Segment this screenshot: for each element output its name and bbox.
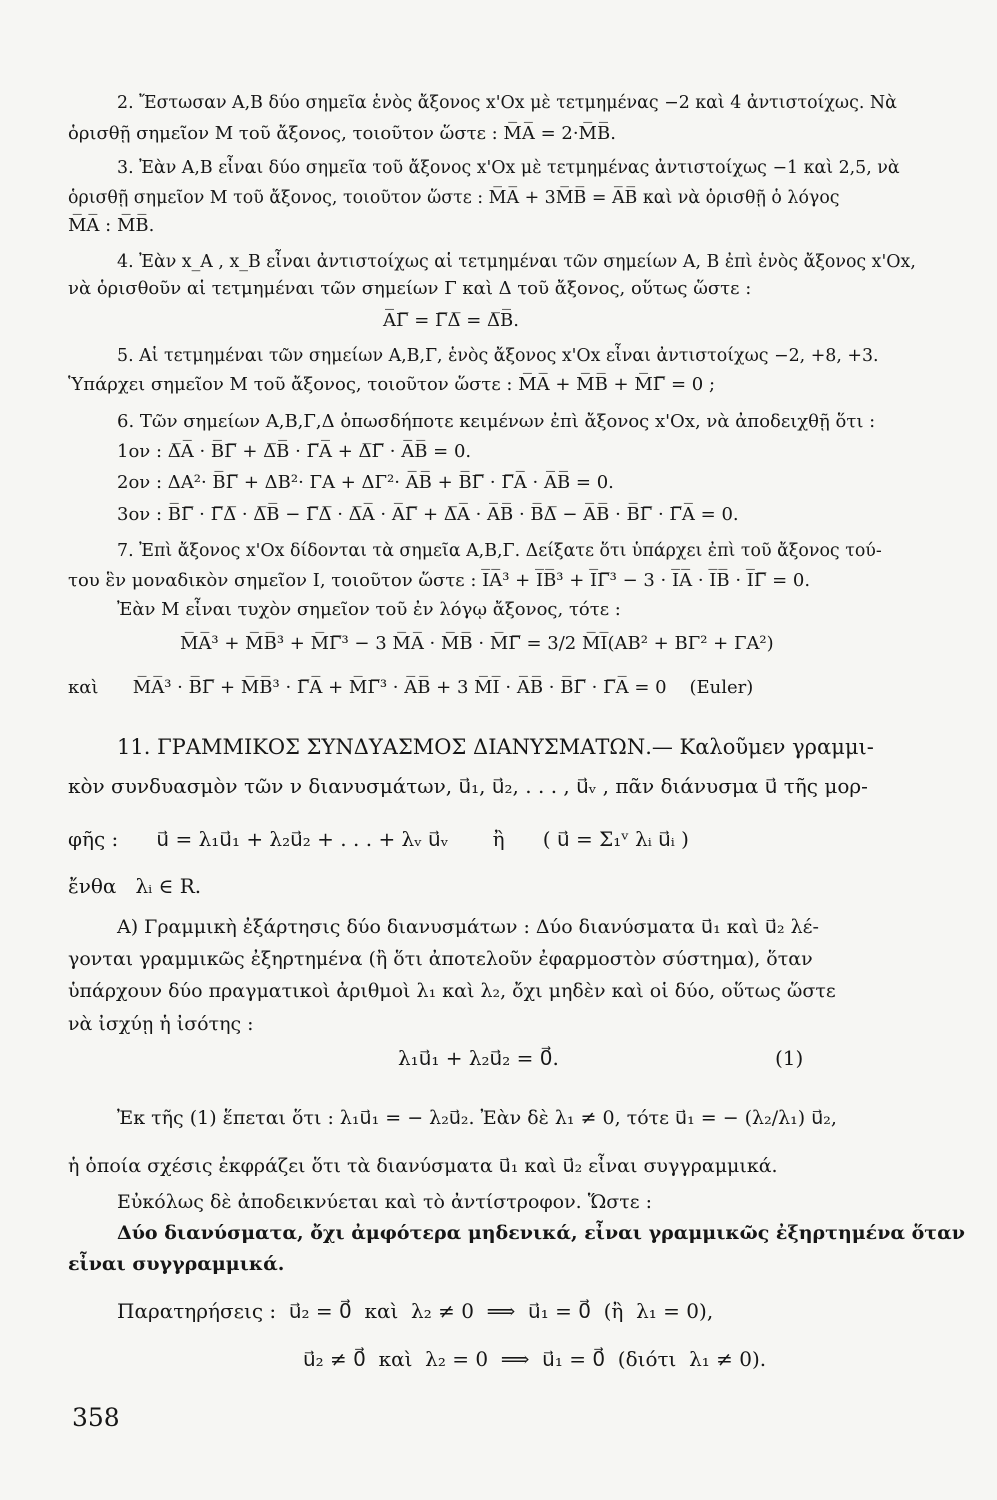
page-number: 358 [72,1403,120,1432]
book-page: 2. Ἔστωσαν Α,Β δύο σημεῖα ἑνὸς ἄξονος x'Ox μὲ τετμημένας −2 καὶ 4 ἀντιστοίχως. Νὰ ὁρισθῇ σημεῖον Μ τοῦ ἄξονος, τοιοῦτον ὥστε : M̅A̅ = 2·M̅B̅. 3. Ἐὰν Α,Β εἶναι δύο σημεῖα τοῦ ἄξονος x'Ox μὲ τετμημένας ἀντιστοίχως −1 καὶ 2,5, νὰ ὁρισθῇ σημεῖον Μ τοῦ ἄξονος, τοιοῦτον ὥστε : M̅A̅ + 3M̅B̅ = A̅B̅ καὶ νὰ ὁρισθῇ ὁ λόγος M̅A̅ : M̅B̅. 4. Ἐὰν x_A , x_B εἶναι ἀντιστοίχως αἱ τετμημέναι τῶν σημείων Α, Β ἐπὶ ἑνὸς ἄξονος x'Ox, νὰ ὁρισθοῦν αἱ τετμημέναι τῶν σημείων Γ καὶ Δ τοῦ ἄξονος, οὕτως ὥστε : A̅Γ̅ = Γ̅Δ̅ = Δ̅B̅. 5. Αἱ τετμημέναι τῶν σημείων Α,Β,Γ, ἑνὸς ἄξονος x'Ox εἶναι ἀντιστοίχως −2, +8, +3. Ὑπάρχει σημεῖον Μ τοῦ ἄξονος, τοιοῦτον ὥστε : M̅A̅ + M̅B̅ + M̅Γ̅ = 0 ; 6. Τῶν σημείων Α,Β,Γ,Δ ὁπωσδήποτε κειμένων ἐπὶ ἄξονος x'Ox, νὰ ἀποδειχθῇ ὅτι : 1ον : Δ̅A̅ · B̅Γ̅ + Δ̅B̅ · Γ̅A̅ + Δ̅Γ̅ · A̅B̅ = 0. 2ον : ΔA²· B̅Γ̅ + ΔB²· ΓA + ΔΓ²· A̅B̅ + B̅Γ̅ · Γ̅A̅ · A̅B̅ = 0. 3ον : B̅Γ̅ · Γ̅Δ̅ · Δ̅B̅ − Γ̅Δ̅ · Δ̅A̅ · A̅Γ̅ + Δ̅A̅ · A̅B̅ · B̅Δ̅ − A̅B̅ · B̅Γ̅ · Γ̅A̅ = 0. 7. Ἐπὶ ἄξονος x'Ox δίδονται τὰ σημεῖα Α,Β,Γ. Δείξατε ὅτι ὑπάρχει ἐπὶ τοῦ ἄξονος τού- του ἓν μοναδικὸν σημεῖον Ι, τοιοῦτον ὥστε : I̅A̅³ + I̅B̅³ + I̅Γ̅³ − 3 · I̅A̅ · I̅B̅ · I̅Γ̅ = 0. Ἐὰν Μ εἶναι τυχὸν σημεῖον τοῦ ἐν λόγῳ ἄξονος, τότε : M̅A̅³ + M̅B̅³ + M̅Γ̅³ − 3 M̅A̅ · M̅B̅ · M̅Γ̅ = 3/2 M̅I̅(AB² + BΓ² + ΓA²) καὶ M̅A̅³ · B̅Γ̅ + M̅B̅³ · Γ̅A̅ + M̅Γ̅³ · A̅B̅ + 3 M̅I̅ · A̅B̅ · B̅Γ̅ · Γ̅A̅ = 0 (Euler) 11. ΓΡΑΜΜΙΚΟΣ ΣΥΝΔΥΑΣΜΟΣ ΔΙΑΝΥΣΜΑΤΩΝ.— Καλοῦμεν γραμμι- κὸν συνδυασμὸν τῶν ν διανυσμάτων, u⃗₁, u⃗₂, . . . , u⃗ᵥ , πᾶν διάνυσμα u⃗ τῆς μορ- φῆς : u⃗ = λ₁u⃗₁ + λ₂u⃗₂ + . . . + λᵥ u⃗ᵥ ἢ ( u⃗ = Σ₁ᵛ λᵢ u⃗ᵢ ) ἔνθα λᵢ ∈ R. Α) Γραμμικὴ ἐξάρτησις δύο διανυσμάτων : Δύο διανύσματα u⃗₁ καὶ u⃗₂ λέ- γονται γραμμικῶς ἐξηρτημένα (ἢ ὅτι ἀποτελοῦν ἐφαρμοστὸν σύστημα), ὅταν ὑπάρχουν δύο πραγματικοὶ ἀριθμοὶ λ₁ καὶ λ₂, ὄχι μηδὲν καὶ οἱ δύο, οὕτως ὥστε νὰ ἰσχύῃ ἡ ἰσότης : λ₁u⃗₁ + λ₂u⃗₂ = 0⃗. (1) Ἐκ τῆς (1) ἕπεται ὅτι : λ₁u⃗₁ = − λ₂u⃗₂. Ἐὰν δὲ λ₁ ≠ 0, τότε u⃗₁ = − (λ₂/λ₁) u⃗₂, ἡ ὁποία σχέσις ἐκφράζει ὅτι τὰ διανύσματα u⃗₁ καὶ u⃗₂ εἶναι συγγραμμικά. Εὐκόλως δὲ ἀποδεικνύεται καὶ τὸ ἀντίστροφον. Ὥστε : Δύο διανύσματα, ὄχι ἀμφότερα μηδενικά, εἶναι γραμμικῶς ἐξηρτημένα ὅταν εἶναι συγγραμμικά. Παρατηρήσεις : u⃗₂ = 0⃗ καὶ λ₂ ≠ 0 ⟹ u⃗₁ = 0⃗ (ἢ λ₁ = 0), u⃗₂ ≠ 0⃗ καὶ λ₂ = 0 ⟹ u⃗₁ = 0⃗ (διότι λ₁ ≠ 0). 358 [68,93,965,1432]
